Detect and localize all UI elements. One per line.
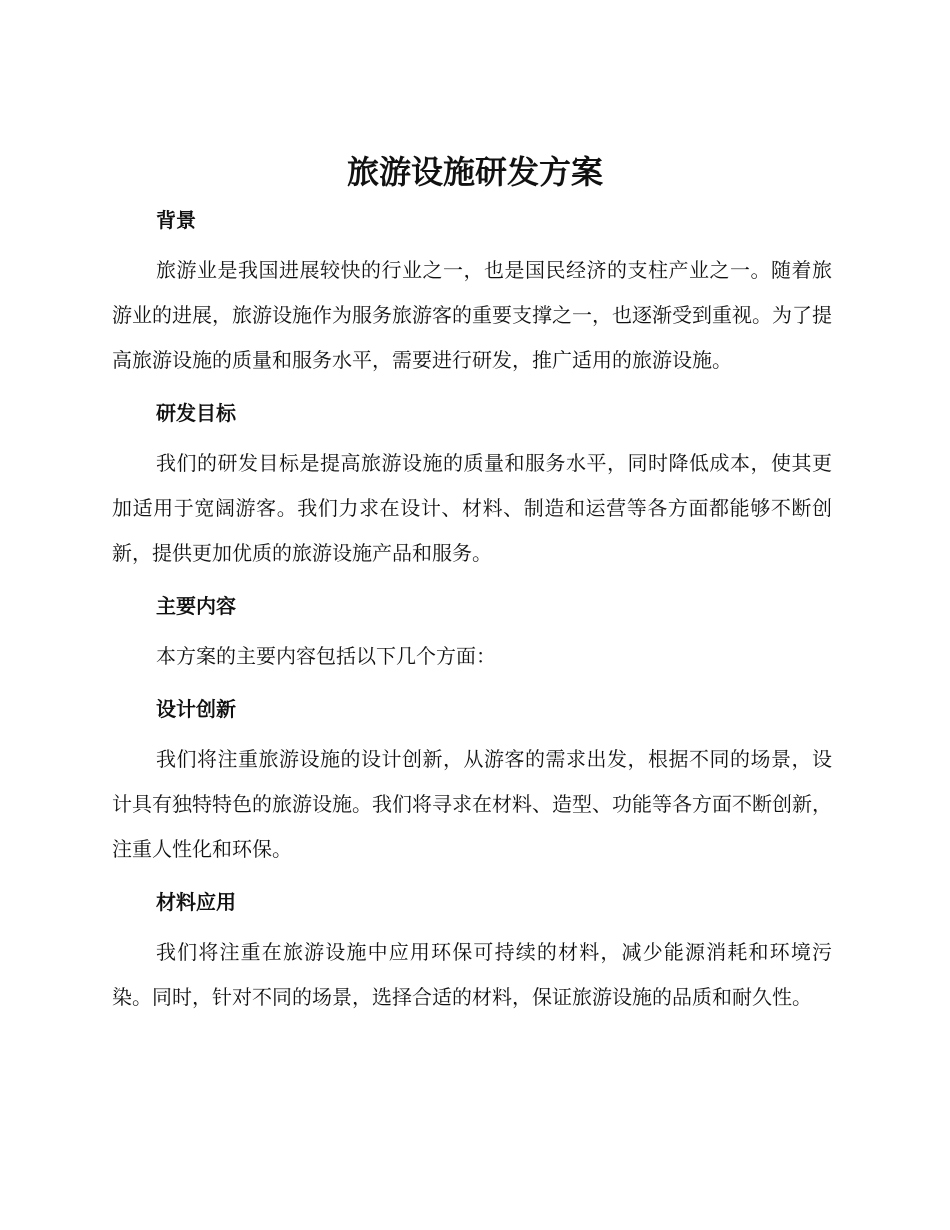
- paragraph-background: 旅游业是我国进展较快的行业之一，也是国民经济的支柱产业之一。随着旅游业的进展，旅游设施作为服务旅游客的重要支撑之一，也逐渐受到重视。为了提高旅游设施的质量和服务水平，需要进行研发，推广适用的旅游设施。: [112, 258, 832, 372]
- paragraph-main-content: 本方案的主要内容包括以下几个方面：: [156, 644, 496, 668]
- paragraph-design-innovation: 我们将注重旅游设施的设计创新，从游客的需求出发，根据不同的场景，设计具有独特特色的旅游设施。我们将寻求在材料、造型、功能等各方面不断创新，注重人性化和环保。: [112, 747, 832, 861]
- section-heading-main-content: 主要内容: [156, 594, 236, 618]
- section-heading-background: 背景: [156, 208, 196, 232]
- document-body: [112, 200, 832, 1020]
- section-heading-material-application: 材料应用: [156, 890, 236, 914]
- paragraph-material-application: 我们将注重在旅游设施中应用环保可持续的材料，减少能源消耗和环境污染。同时，针对不同的场景，选择合适的材料，保证旅游设施的品质和耐久性。: [112, 940, 832, 1009]
- paragraph-goals: 我们的研发目标是提高旅游设施的质量和服务水平，同时降低成本，使其更加适用于宽阔游客。我们力求在设计、材料、制造和运营等各方面都能够不断创新，提供更加优质的旅游设施产品和服务。: [112, 451, 832, 565]
- section-heading-goals: 研发目标: [156, 401, 236, 425]
- document-title: 旅游设施研发方案: [346, 153, 603, 191]
- section-heading-design-innovation: 设计创新: [156, 697, 236, 721]
